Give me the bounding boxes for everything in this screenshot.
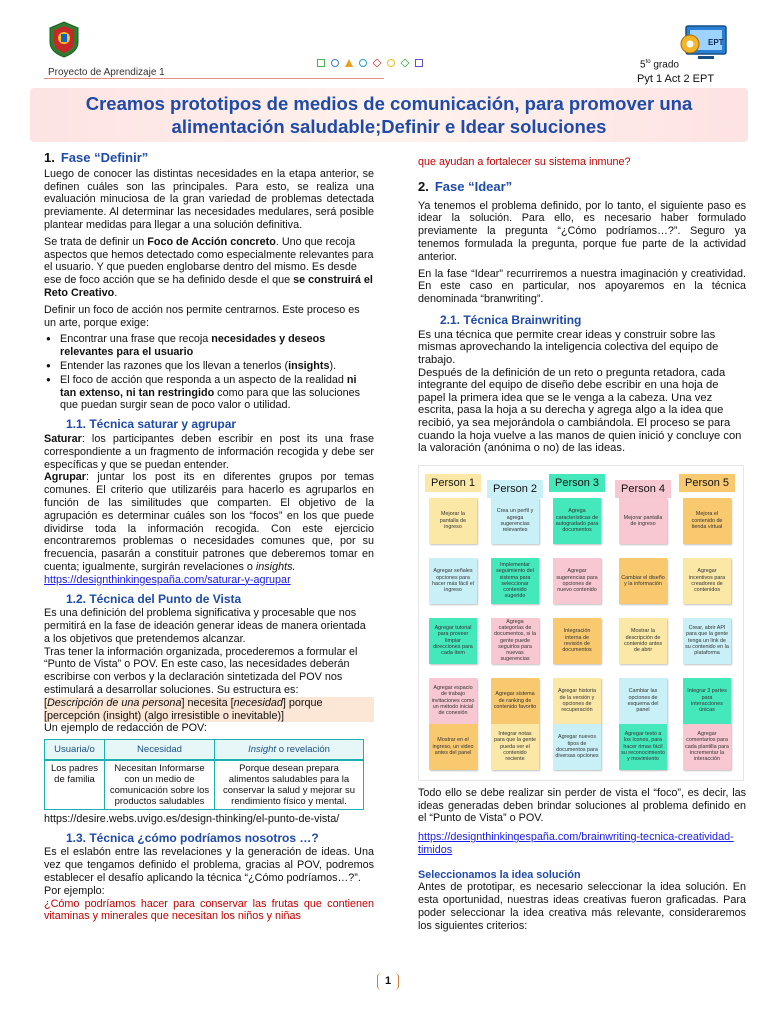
table-row: Los padres de familia Necesitan Informarse con un medio de comunicación sobre los productos saludables Porque desean prepara alimentos saludables para la conservar la salud y mejorar su rendimiento físico y mental. [45,760,364,810]
paragraph: Agrupar: juntar los post its en diferentes grupos por temas comunes. El criterio que utilizaréis para hacerlo es agruparlos en función de las similitudes que comparten. El objetivo de la agrupación es determinar cuáles son los “focos” en los que puede dividirse toda la información recogida. Con este ejercicio encontraremos problemas o necesidades comunes que, por su frecuencia, pasarán a constituir patrones que deberemos tomar en cuenta; igualmente, surgirán revelaciones o insights. [44,471,374,573]
idea-sticky-note: Agrega categorías de documentos, si la gente puede seguirlos para nuevas sugerencias [491,618,539,664]
page-number: 1 [377,973,399,990]
select-idea-heading: Seleccionamos la idea solución [418,868,581,881]
idea-sticky-note: Crear, abrir API para que la gente tenga un link de su contenido en la plataforma [683,618,731,664]
section-1-2-heading: 1.2. Técnica del Punto de Vista [66,591,242,606]
school-crest-icon [46,20,82,58]
example-question-continued: que ayudan a fortalecer su sistema inmune? [418,156,631,168]
idea-sticky-note: Agregar comentarios para cada plantilla para incrementar la interacción [683,724,731,770]
left-column [44,152,374,923]
paragraph: Es una técnica que permite crear ideas y construir sobre las mismas aprovechando la inteligencia colectiva del equipo de trabajo. [418,328,719,366]
idea-sticky-note: Mejora el contenido de tienda virtual [683,498,731,544]
paragraph: Antes de prototipar, es necesario seleccionar la idea solución. En esta oportunidad, nuestras ideas creativas fueron graficadas. Para poder seleccionar la idea creativa más relevante, consideraremos los siguientes criterios: [418,881,746,932]
paragraph: Luego de conocer las distintas necesidades en la etapa anterior, se definen cuáles son las principales. Para esto, se realiza una evaluación minuciosa de la gran variedad de problemas detectada previamente. Al determinar las necesidades medulares, será posible plantear medidas para llegar a una solución definitiva. [44,167,374,231]
decorative-shape [400,58,409,67]
pov-source-link[interactable]: https://desire.webs.uvigo.es/design-thinking/el-punto-de-vista/ [44,812,340,825]
decorative-shape [359,59,367,67]
pov-structure: [Descripción de una persona] necesita [necesidad] porque [percepción (insight) (algo irresistible o inevitable)] [44,697,374,723]
idea-sticky-note: Cambiar las opciones de esquema del panel [619,678,667,724]
decorative-shape [415,59,423,67]
brainwriting-link[interactable]: https://designthinkingespaña.com/brainwriting-tecnica-creatividad-timidos [418,831,734,856]
idea-sticky-note: Agregar tutorial para proveer limpiar direcciones para cada ítem [429,618,477,664]
section-2-heading: 2. Fase “Idear” [418,178,513,194]
idea-sticky-note: Mejorar la pantalla de ingreso [429,498,477,544]
decorative-shape [372,58,381,67]
person-header: Person 4 [615,480,671,498]
bullet-list [44,333,374,412]
paragraph: Tras tener la información organizada, procederemos a formular el “Punto de Vista” o POV. En este caso, las necesidades deberán escribirse con verbos y la declaración sintetizada del POV nos estimulará a desarrollar soluciones. Su estructura es: [44,645,358,697]
idea-sticky-note: Cambiar el diseño y la información [619,558,667,604]
paragraph: Es el eslabón entre las revelaciones y la generación de ideas. Una vez que tengamos definido el problema, gracias al POV, podremos establecer el desafío aplicando la técnica “¿Cómo podríamos…?”. [44,846,374,884]
right-column [418,156,746,933]
idea-sticky-note: Agregar nuevos tipos de documentos para diversas opciones [553,724,601,770]
paragraph: En la fase “Idear” recurriremos a nuestra imaginación y creatividad. En este caso en particular, nos apoyaremos en la técnica denominada “branwriting”. [418,267,746,306]
activity-code: Pyt 1 Act 2 EPT [637,73,715,85]
section-1-3-heading: 1.3. Técnica ¿cómo podríamos nosotros …? [66,830,319,845]
person-header: Person 5 [679,474,735,492]
paragraph: Después de la definición de un reto o pregunta retadora, cada integrante del equipo de diseño debe escribir en una hoja de papel la primera idea que se le venga a la cabeza. Una vez escrita, pasa la hoja a su derecha y agrega algo a la idea que recibió, ya sea mejorándola o cambiándola. El proceso se para cuando la hoja vuelve a las manos de quien inició y concluye con la valoración (anónima o no) de las ideas. [418,366,742,455]
brainwriting-diagram [418,465,744,781]
paragraph: Saturar: los participantes deben escribir en post its una frase correspondiente a un fragmento de información recogida y debe ser específicas y que se puedan entender. [44,432,374,471]
person-header: Person 2 [487,480,543,498]
idea-sticky-note: Agregar historia de la versión y opciones de recuperación [553,678,601,724]
idea-sticky-note: Agregar espacio de trabajo invitaciones como un método inicial de conexión [429,678,477,724]
ept-computer-icon [676,22,732,66]
page-header [0,0,768,88]
svg-text:EPT: EPT [708,38,724,47]
idea-sticky-note: Agregar texto a los íconos, para hacer rimas fácil su reconocimiento y movimiento [619,724,667,770]
table-header: Necesidad [105,740,215,760]
idea-sticky-note: Integración interna de revisión de documentos [553,618,601,664]
list-item: ● El foco de acción que responda a un aspecto de la realidad ni tan extenso, ni tan restringido como para que las soluciones que puedan surgir sean de poco valor o utilidad. [44,374,374,412]
person-header: Person 1 [425,474,481,492]
header-divider [44,78,384,79]
project-label: Proyecto de Aprendizaje 1 [48,67,165,78]
section-1-1-heading: 1.1. Técnica saturar y agrupar [66,417,237,432]
paragraph: Todo ello se debe realizar sin perder de vista el “foco”, es decir, las ideas generadas deben brindar soluciones al problema definido en el “Punto de Vista” o POV. [418,786,746,825]
idea-sticky-note: Crea un perfil y agrega sugerencias relevantes [491,498,539,544]
idea-sticky-note: Integrar 3 partes para interacciones únicas [683,678,731,724]
idea-sticky-note: Implementar seguimiento del sistema para seleccionar contenido sugerido [491,558,539,604]
idea-sticky-note: Integrar notas para que la gente pueda ver el contenido reciente [491,724,539,770]
paragraph: Por ejemplo: [44,884,105,897]
pov-table [44,739,364,810]
idea-sticky-note: Agregar sugerencias para opciones de nuevo contenido [553,558,601,604]
paragraph: Se trata de definir un Foco de Acción concreto. Uno que recoja aspectos que hemos detectado como especialmente relevantes para el usuario. Y que pueden englobarse dentro del mismo. Es desde ese de foco acción que se ha definido desde el que se construirá el Reto Creativo. [44,235,374,299]
table-header: Usuaria/o [45,740,105,760]
table-header: Insight o revelación [215,740,364,760]
paragraph: Es una definición del problema significativa y procesable que nos permitirá en la fase de ideación generar ideas de manera orientada a los objetivos que pretendemos alcanzar. [44,607,366,645]
idea-sticky-note: Mostrar la descripción de contenido antes de abrir [619,618,667,664]
page-title: Creamos prototipos de medios de comunicación, para promover una alimentación saludable;Definir e Idear soluciones [85,93,693,137]
grade-label: $5^{to}$ grado [640,59,679,71]
list-item: ● Encontrar una frase que recoja necesidades y deseos relevantes para el usuario [44,333,374,359]
decorative-shape [387,59,395,67]
idea-sticky-note: Agrega características de autogradado para documentos [553,498,601,544]
paragraph: Un ejemplo de redacción de POV: [44,722,207,735]
idea-sticky-note: Agregar sistema de ranking de contenido favorito [491,678,539,724]
decorative-shape [345,59,353,67]
decorative-shape [331,59,339,67]
example-question: ¿Cómo podríamos hacer para conservar las frutas que contienen vitaminas y minerales que necesitan los niños y niñas [44,897,374,923]
decorative-shapes [317,59,423,67]
section-1-heading: 1. Fase “Definir” [44,150,149,165]
decorative-shape [317,59,325,67]
person-header: Person 3 [549,474,605,492]
paragraph: Definir un foco de acción nos permite centrarnos. Este proceso es un arte, porque exige: [44,303,360,329]
idea-sticky-note: Mostrar en el ingreso, un video antes del panel [429,724,477,770]
section-2-1-heading: 2.1. Técnica Brainwriting [440,312,582,327]
idea-sticky-note: Mejorar pantalla de ingreso [619,498,667,544]
paragraph: Ya tenemos el problema definido, por lo tanto, el siguiente paso es idear la solución. Para ello, es necesario haber formulado previamente la pregunta “¿Cómo podríamos…?”. Seguro ya tenemos formulada la pregunta, porque fue parte de la actividad anterior. [418,199,746,263]
list-item: ● Entender las razones que los llevan a tenerlos (insights). [44,360,374,373]
idea-sticky-note: Agregar incentivos para creadores de contenidos [683,558,731,604]
saturar-link[interactable]: https://designthinkingespaña.com/saturar-y-agrupar [44,573,291,586]
idea-sticky-note: Agregar señales opciones para hacer más fácil el ingreso [429,558,477,604]
